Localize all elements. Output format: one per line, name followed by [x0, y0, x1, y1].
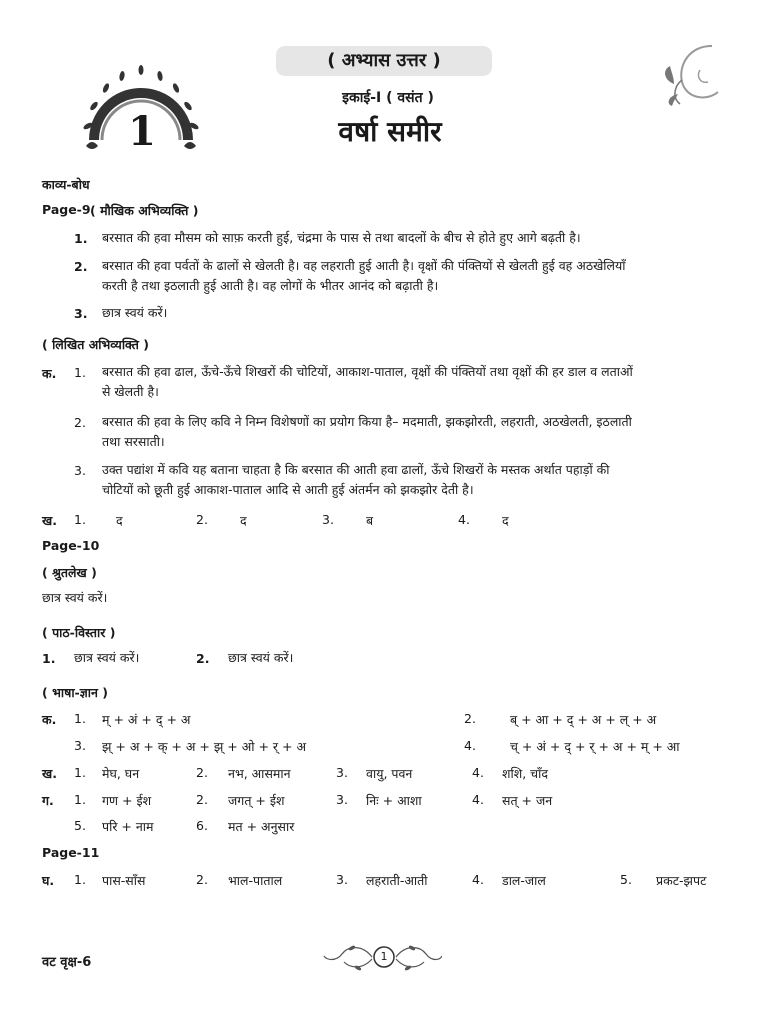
item-number: 3.	[336, 765, 348, 780]
item-number: 4.	[472, 792, 484, 807]
item-number: 3.	[74, 306, 88, 321]
answer-value: सत् + जन	[502, 793, 553, 808]
answer-text: बरसात की हवा पर्वतों के ढालों से खेलती है। वह लहराती हुई आती है। वृक्षों की पंक्तियों से खेलती हुई वह अठखेलियाँ	[102, 258, 626, 273]
question-label-kha: ख.	[42, 513, 57, 528]
chapter-number: 1	[128, 108, 156, 155]
question-label-kha: ख.	[42, 766, 57, 781]
item-number: 2.	[464, 711, 476, 726]
answer-value: शशि, चाँद	[502, 766, 548, 781]
item-number: 2.	[196, 651, 210, 666]
section-shrutlekh: ( श्रुतलेख )	[42, 565, 97, 580]
item-number: 3.	[336, 872, 348, 887]
item-number: 2.	[74, 415, 86, 430]
answer-value: गण + ईश	[102, 793, 152, 808]
item-number: 4.	[464, 738, 476, 753]
answer-text: बरसात की हवा ढाल, ऊँचे-ऊँचे शिखरों की चोटियों, आकाश-पाताल, वृक्षों की पंक्तियों तथा वृक्षों की हर डाल व लताओं	[102, 364, 633, 379]
item-number: 3.	[322, 512, 334, 527]
swirl-ornament-icon	[660, 40, 730, 110]
answer-text: छात्र स्वयं करें।	[228, 650, 294, 665]
answer-text: चोटियों को छूती हुई आकाश-पाताल आदि से आती हुई अंतर्मन को झकझोर देती है।	[102, 482, 474, 497]
answer-value: द	[240, 513, 247, 528]
answer-value: नभ, आसमान	[228, 766, 291, 781]
answer-value: पास-साँस	[102, 873, 146, 888]
answer-text: छात्र स्वयं करें।	[102, 305, 168, 320]
section-path-vistar: ( पाठ-विस्तार )	[42, 625, 116, 640]
answer-value: डाल-जाल	[502, 873, 546, 888]
answer-text: तथा सरसाती।	[102, 434, 165, 449]
answer-value: ब् + आ + द् + अ + ल् + अ	[510, 712, 657, 727]
item-number: 1.	[74, 711, 86, 726]
question-label-ka: क.	[42, 712, 57, 727]
answer-text: छात्र स्वयं करें।	[42, 590, 108, 605]
item-number: 4.	[472, 872, 484, 887]
item-number: 2.	[74, 259, 88, 274]
book-title-footer: वट वृक्ष-6	[42, 955, 92, 970]
section-bhasha-gyan: ( भाषा-ज्ञान )	[42, 685, 108, 700]
chapter-title: वर्षा समीर	[338, 115, 442, 148]
answer-text: बरसात की हवा मौसम को साफ़ करती हुई, चंद्रमा के पास से तथा बादलों के बीच से होते हुए आगे बढ़ती है।	[102, 230, 581, 245]
item-number: 2.	[196, 792, 208, 807]
answer-value: म् + अं + द् + अ	[102, 712, 191, 727]
answer-text: बरसात की हवा के लिए कवि ने निम्न विशेषणों का प्रयोग किया है– मदमाती, झकझोरती, लहराती, अठखेलती, इठलाती	[102, 414, 632, 429]
item-number: 5.	[620, 872, 632, 887]
answer-value: प्रकट-झपट	[656, 873, 707, 888]
page-marker-9: Page-9	[42, 202, 91, 217]
answer-value: ब	[366, 513, 374, 528]
answer-value: मत + अनुसार	[228, 819, 295, 834]
page-marker-10: Page-10	[42, 538, 100, 553]
section-kavya-bodh: काव्य-बोध	[42, 177, 90, 192]
unit-label: इकाई-I ( वसंत )	[342, 90, 434, 106]
answer-text: उक्त पद्यांश में कवि यह बताना चाहता है कि बरसात की आती हवा ढालों, ऊँचे शिखरों के मस्तक अर्थात पहाड़ों की	[102, 462, 610, 477]
answer-value: झ् + अ + क् + अ + झ् + ओ + र् + अ	[102, 739, 306, 754]
answer-value: भाल-पाताल	[228, 873, 283, 888]
answer-value: परि + नाम	[102, 819, 154, 834]
section-pill-abhyas-uttar: ( अभ्यास उत्तर )	[276, 46, 492, 76]
section-maukhik: ( मौखिक अभिव्यक्ति )	[90, 203, 199, 218]
item-number: 1.	[74, 765, 86, 780]
item-number: 1.	[74, 365, 86, 380]
answer-value: द	[116, 513, 123, 528]
item-number: 1.	[42, 651, 56, 666]
answer-value: मेघ, घन	[102, 766, 140, 781]
item-number: 3.	[74, 463, 86, 478]
item-number: 1.	[74, 512, 86, 527]
item-number: 2.	[196, 512, 208, 527]
question-label-ga: ग.	[42, 793, 54, 808]
item-number: 2.	[196, 872, 208, 887]
answer-value: द	[502, 513, 509, 528]
item-number: 3.	[74, 738, 86, 753]
item-number: 6.	[196, 818, 208, 833]
answer-value: वायु, पवन	[366, 766, 413, 781]
answer-value: निः + आशा	[366, 793, 422, 808]
page-marker-11: Page-11	[42, 845, 100, 860]
answer-value: लहराती-आती	[366, 873, 428, 888]
question-label-gha: घ.	[42, 873, 55, 888]
item-number: 5.	[74, 818, 86, 833]
item-number: 1.	[74, 792, 86, 807]
answer-text: करती है तथा इठलाती हुई आती है। वह लोगों के भीतर आनंद को बढ़ाती है।	[102, 278, 439, 293]
answer-value: च् + अं + द् + र् + अ + म् + आ	[510, 739, 680, 754]
question-label-ka: क.	[42, 366, 57, 381]
item-number: 3.	[336, 792, 348, 807]
item-number: 1.	[74, 872, 86, 887]
answer-text: से खेलती है।	[102, 384, 159, 399]
answer-text: छात्र स्वयं करें।	[74, 650, 140, 665]
section-likhit: ( लिखित अभिव्यक्ति )	[42, 337, 149, 352]
item-number: 1.	[74, 231, 88, 246]
page-number: 1	[380, 950, 388, 963]
item-number: 2.	[196, 765, 208, 780]
answer-value: जगत् + ईश	[228, 793, 285, 808]
item-number: 4.	[472, 765, 484, 780]
item-number: 4.	[458, 512, 470, 527]
